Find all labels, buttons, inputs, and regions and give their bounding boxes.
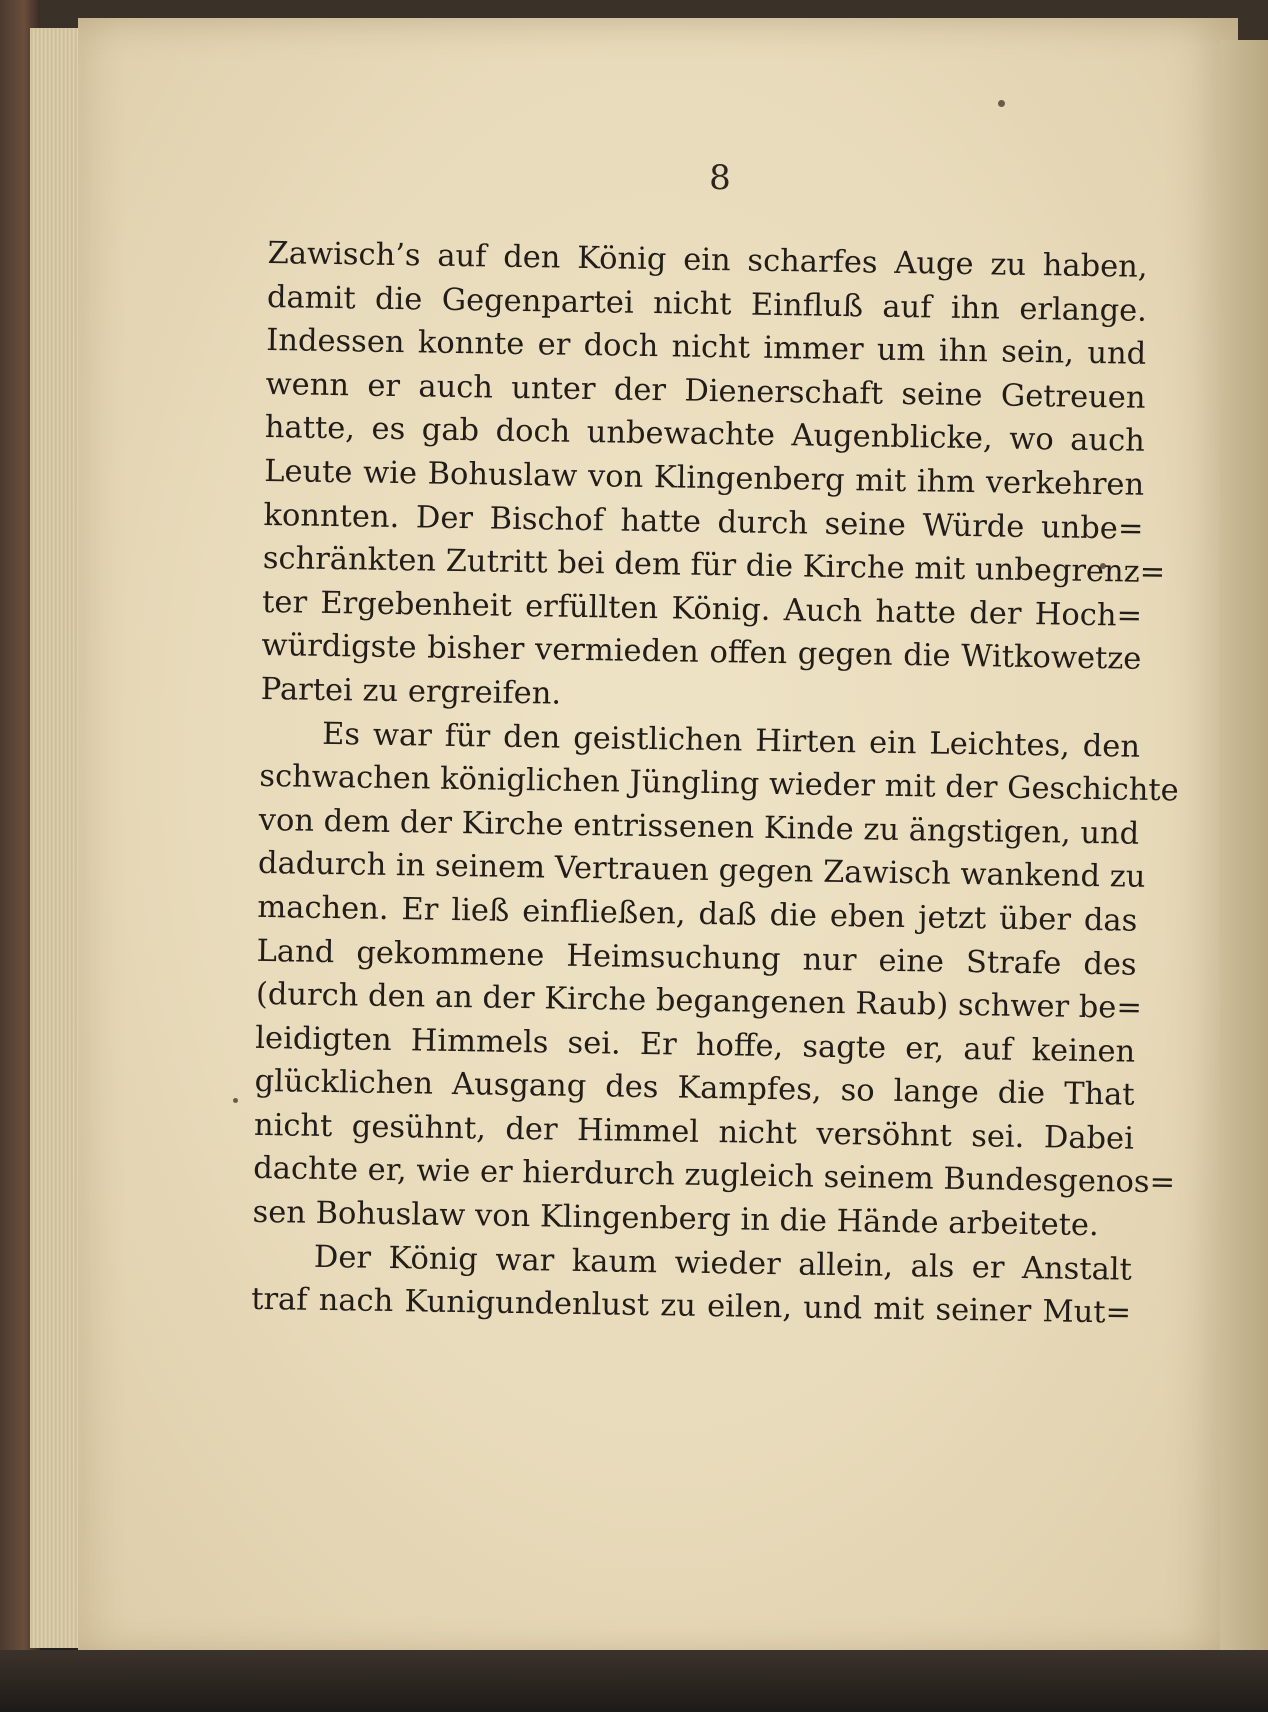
text-line: damit die Gegenpartei nicht Einfluß auf ihn erlange. bbox=[266, 279, 1148, 329]
text-line: leidigten Himmels sei. Er hoffe, sagte er, auf keinen bbox=[255, 1020, 1136, 1070]
text-line: von dem der Kirche entrissenen Kinde zu ängstigen, und bbox=[258, 802, 1140, 852]
text-line: ter Ergebenheit erfüllten König. Auch hatte der Hoch= bbox=[261, 584, 1143, 634]
text-line: Es war für den geistlichen Hirten ein Leichtes, den bbox=[321, 716, 1141, 765]
text-line: glücklichen Ausgang des Kampfes, so lange die That bbox=[254, 1064, 1135, 1113]
text-line: Zawisch’s auf den König ein scharfes Auge zu haben, bbox=[267, 235, 1148, 285]
text-line: Der König war kaum wieder allein, als er Anstalt bbox=[313, 1239, 1133, 1288]
text-line: Indessen konnte er doch nicht immer um ihn sein, und bbox=[266, 323, 1147, 372]
body-text bbox=[250, 232, 1180, 1336]
text-line: dadurch in seinem Vertrauen gegen Zawisch wankend zu bbox=[257, 846, 1146, 896]
scan-bottom-border bbox=[0, 1650, 1268, 1712]
text-line: schwachen königlichen Jüngling wieder mit der Geschichte bbox=[259, 759, 1180, 809]
text-line: Leute wie Bohuslaw von Klingenberg mit ihm verkehren bbox=[263, 453, 1145, 503]
text-line: Land gekommene Heimsuchung nur eine Strafe des bbox=[256, 933, 1137, 983]
paper-speck bbox=[233, 1098, 238, 1103]
text-line: dachte er, wie er hierdurch zugleich seinem Bundesgenos= bbox=[253, 1151, 1176, 1201]
page-number: 8 bbox=[709, 158, 731, 198]
paper-speck bbox=[998, 100, 1005, 107]
text-line: traf nach Kunigundenlust zu eilen, und mit seiner Mut= bbox=[250, 1282, 1132, 1331]
text-line: sen Bohuslaw von Klingenberg in die Hände arbeitete. bbox=[252, 1194, 1099, 1244]
text-line: (durch den an der Kirche begangenen Raub) schwer be= bbox=[255, 977, 1143, 1026]
text-line: nicht gesühnt, der Himmel nicht versöhnt sei. Dabei bbox=[253, 1107, 1135, 1157]
text-line: Partei zu ergreifen. bbox=[260, 671, 562, 712]
text-line: hatte, es gab doch unbewachte Augenblicke, wo auch bbox=[264, 410, 1146, 460]
text-line: machen. Er ließ einfließen, daß die eben jetzt über das bbox=[257, 889, 1138, 939]
text-line: schränkten Zutritt bei dem für die Kirche mit unbegrenz= bbox=[262, 541, 1166, 591]
text-line: würdigste bisher vermieden offen gegen die Witkowetze bbox=[261, 628, 1142, 678]
text-line: wenn er auch unter der Dienerschaft seine Getreuen bbox=[265, 366, 1146, 416]
text-line: konnten. Der Bischof hatte durch seine Würde unbe= bbox=[263, 497, 1144, 547]
page-right-edge bbox=[1220, 40, 1268, 1650]
